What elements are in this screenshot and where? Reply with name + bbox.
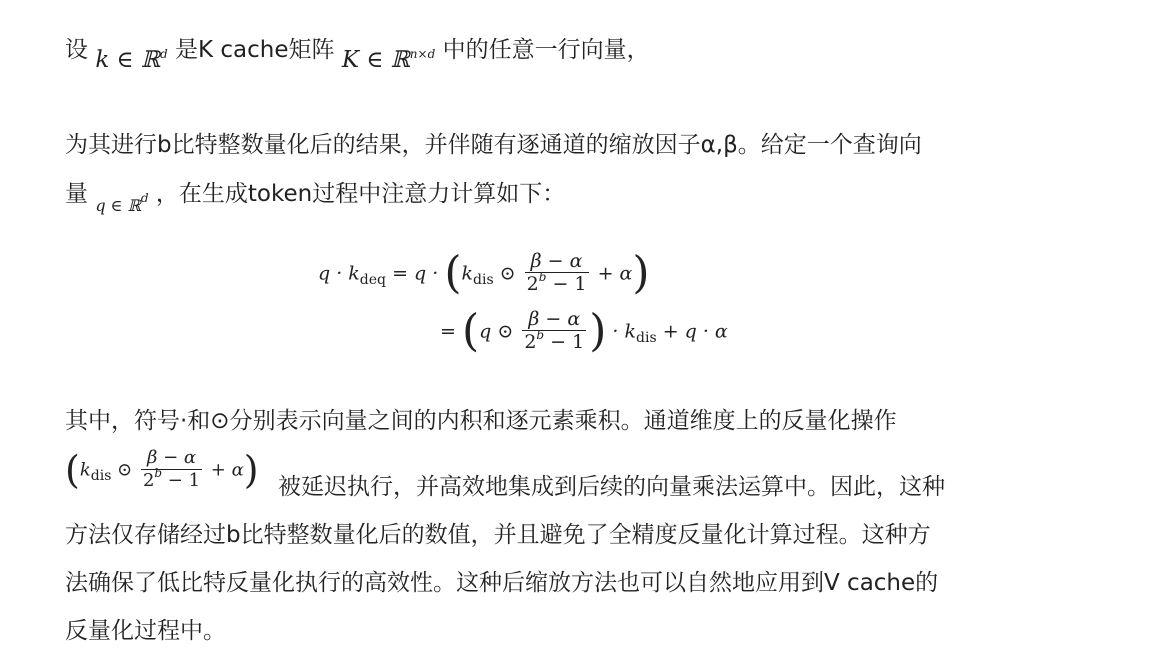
- p1-prefix: 设: [65, 37, 88, 63]
- p1-mid: 是K cache矩阵: [175, 37, 335, 63]
- math-k-vector: k ∈ ℝ$^d$: [95, 47, 168, 73]
- paragraph-3-line-2: 被延迟执行，并高效地集成到后续的向量乘法运算中。因此，这种: [278, 474, 945, 500]
- paragraph-3-line-5: 反量化过程中。: [65, 618, 226, 644]
- inline-fraction: $\frac{\beta - \alpha}{2^b - 1}$: [142, 447, 201, 491]
- paragraph-3-line-3: 方法仅存储经过b比特整数量化后的数值，并且避免了全精度反量化计算过程。这种方: [65, 522, 931, 548]
- paragraph-2-line-2: [65, 178, 565, 213]
- math-q-vector: q ∈ ℝd: [95, 191, 149, 215]
- paragraph-1: [65, 34, 650, 73]
- math-K-matrix: K ∈ ℝ$^{n\times d}$: [341, 47, 436, 73]
- p2-suffix: ，在生成token过程中注意力计算如下：: [155, 181, 566, 207]
- equation-row-2: = (q ⊙ $\frac{\beta - \alpha}{2^b - 1}$ ) · $k_{dis} + q \cdot \alpha$: [440, 305, 728, 357]
- attention-equation: [318, 247, 738, 370]
- p1-suffix: 中的任意一行向量，: [442, 37, 650, 63]
- p2-prefix: 量: [65, 181, 88, 207]
- fraction: $\frac{\beta - \alpha}{2^b - 1}$: [526, 250, 587, 295]
- paragraph-3-line-4: 法确保了低比特反量化执行的高效性。这种后缩放方法也可以自然地应用到V cache的: [65, 570, 939, 596]
- paragraph-2-line-1: 为其进行b比特整数量化后的结果，并伴随有逐通道的缩放因子α,β。给定一个查询向: [65, 132, 922, 158]
- inline-dequant-expression: ($k_{dis}$ ⊙ $\frac{\beta - \alpha}{2^b - 1}$ + α): [65, 447, 259, 492]
- equation-row-1: $q \cdot k_{deq} = q \cdot (k_{dis}$ ⊙ $\frac{\beta - \alpha}{2^b - 1}$ + α): [318, 247, 650, 299]
- paragraph-3-line-1: 其中，符号·和⊙分别表示向量之间的内积和逐元素乘积。通道维度上的反量化操作: [65, 408, 897, 434]
- fraction-2: $\frac{\beta - \alpha}{2^b - 1}$: [524, 308, 585, 353]
